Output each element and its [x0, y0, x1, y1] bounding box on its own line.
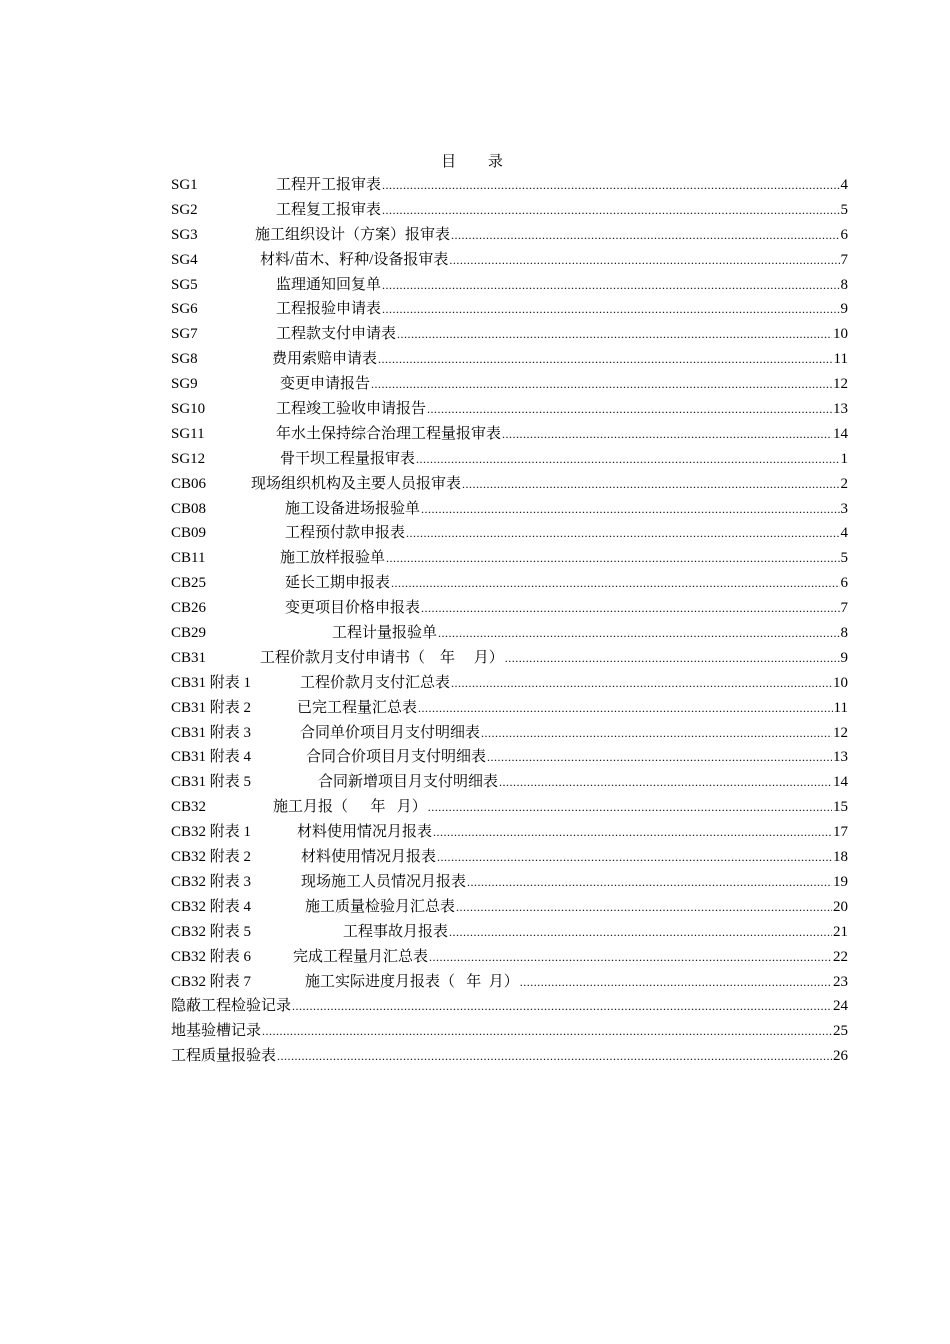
toc-entry[interactable]	[171, 322, 848, 347]
toc-entry-title: 现场组织机构及主要人员报审表	[251, 475, 462, 492]
toc-entry-page: 24	[833, 998, 848, 1015]
toc-entry-page: 10	[833, 326, 848, 343]
toc-entry-code: SG5	[171, 276, 198, 293]
toc-entry-title: 施工实际进度月报表（ 年 月）	[305, 973, 519, 990]
dot-leader	[262, 1019, 832, 1044]
toc-entry-code: CB31 附表 1	[171, 674, 252, 691]
toc-entry-page: 2	[840, 475, 848, 492]
toc-entry-code: CB31 附表 5	[171, 774, 252, 791]
toc-entry[interactable]	[171, 770, 848, 795]
toc-entry[interactable]	[171, 721, 848, 746]
toc-entry-page: 23	[833, 973, 848, 990]
toc-entry-code: CB32 附表 3	[171, 873, 252, 890]
dot-leader	[382, 173, 839, 198]
toc-entry-title: 施工设备进场报验单	[285, 500, 421, 517]
toc-entry-title: 工程预付款申报表	[285, 525, 406, 542]
toc-entry-page: 11	[833, 699, 848, 716]
toc-entry-title: 工程复工报审表	[276, 201, 382, 218]
toc-entry-title: 延长工期申报表	[285, 575, 391, 592]
toc-entry-page: 18	[833, 849, 848, 866]
toc-entry-code: SG6	[171, 301, 198, 318]
toc-entry-page: 14	[833, 425, 848, 442]
toc-entry-title: 年水土保持综合治理工程量报审表	[276, 425, 502, 442]
dot-leader	[520, 970, 832, 995]
toc-entry-code: CB25	[171, 575, 207, 592]
dot-leader	[437, 845, 832, 870]
toc-entry[interactable]	[171, 945, 848, 970]
toc-entry-title: 工程质量报验表	[171, 1048, 277, 1065]
toc-entry-page: 26	[833, 1048, 848, 1065]
dot-leader	[438, 621, 839, 646]
dot-leader	[421, 497, 839, 522]
toc-entry[interactable]	[171, 845, 848, 870]
toc-entry-code: SG8	[171, 351, 198, 368]
dot-leader	[421, 596, 839, 621]
toc-entry[interactable]	[171, 795, 848, 820]
toc-entry-title: 隐蔽工程检验记录	[171, 998, 292, 1015]
toc-entry[interactable]	[171, 696, 848, 721]
toc-entry-code: CB31	[171, 649, 207, 666]
toc-entry[interactable]	[171, 994, 848, 1019]
toc-entry-page: 8	[840, 276, 848, 293]
toc-entry-title: 现场施工人员情况月报表	[301, 873, 467, 890]
dot-leader	[433, 820, 832, 845]
toc-entry-page: 9	[840, 649, 848, 666]
toc-entry-code: SG2	[171, 201, 198, 218]
toc-entry-title: 合同单价项目月支付明细表	[300, 724, 481, 741]
toc-entry-title: 材料使用情况月报表	[301, 849, 437, 866]
dot-leader	[371, 372, 832, 397]
toc-entry-page: 20	[833, 898, 848, 915]
dot-leader	[449, 920, 832, 945]
toc-entry-code: CB11	[171, 550, 206, 567]
toc-entry-page: 19	[833, 873, 848, 890]
dot-leader	[386, 546, 839, 571]
dot-leader	[462, 472, 839, 497]
dot-leader	[382, 273, 839, 298]
toc-entry[interactable]	[171, 248, 848, 273]
toc-entry-page: 9	[840, 301, 848, 318]
toc-entry[interactable]	[171, 521, 848, 546]
table-of-contents	[171, 173, 848, 1069]
toc-entry-title: 施工月报（ 年 月）	[273, 799, 427, 816]
dot-leader	[378, 347, 833, 372]
toc-entry[interactable]	[171, 745, 848, 770]
dot-leader	[487, 745, 832, 770]
toc-entry-page: 4	[840, 525, 848, 542]
toc-entry-code: SG10	[171, 401, 206, 418]
toc-entry-page: 12	[833, 376, 848, 393]
toc-entry-title: 施工组织设计（方案）报审表	[255, 226, 451, 243]
toc-entry[interactable]	[171, 920, 848, 945]
toc-entry-page: 10	[833, 674, 848, 691]
toc-entry-title: 工程事故月报表	[343, 923, 449, 940]
toc-entry[interactable]	[171, 596, 848, 621]
toc-entry-title: 材料使用情况月报表	[297, 824, 433, 841]
toc-entry-title: 完成工程量月汇总表	[293, 948, 429, 965]
toc-entry-code: CB32	[171, 799, 207, 816]
toc-entry-code: CB32 附表 6	[171, 948, 252, 965]
dot-leader	[451, 671, 832, 696]
toc-entry-code: CB29	[171, 625, 207, 642]
toc-heading: 目 录	[441, 154, 517, 170]
toc-entry-title: 地基验槽记录	[171, 1023, 262, 1040]
toc-entry-code: CB31 附表 2	[171, 699, 252, 716]
toc-entry-title: 骨干坝工程量报审表	[280, 450, 416, 467]
toc-entry-code: CB32 附表 4	[171, 898, 252, 915]
toc-entry-page: 4	[840, 177, 848, 193]
toc-entry-page: 12	[833, 724, 848, 741]
toc-entry-page: 21	[833, 923, 848, 940]
toc-entry-title: 监理通知回复单	[276, 276, 382, 293]
toc-entry-title: 施工放样报验单	[280, 550, 386, 567]
dot-leader	[449, 248, 839, 273]
toc-entry-title: 合同新增项目月支付明细表	[318, 774, 499, 791]
toc-entry-page: 7	[840, 600, 848, 617]
toc-entry-code: SG9	[171, 376, 198, 393]
dot-leader	[428, 795, 832, 820]
toc-entry[interactable]	[171, 571, 848, 596]
dot-leader	[277, 1044, 832, 1069]
toc-entry[interactable]	[171, 198, 848, 223]
toc-entry-code: SG7	[171, 326, 198, 343]
toc-entry-page: 6	[840, 226, 848, 243]
dot-leader	[456, 895, 832, 920]
toc-entry[interactable]	[171, 372, 848, 397]
toc-entry-code: CB31 附表 4	[171, 749, 252, 766]
toc-entry-title: 工程开工报审表	[276, 177, 382, 193]
toc-entry[interactable]	[171, 497, 848, 522]
toc-entry-page: 14	[833, 774, 848, 791]
dot-leader	[467, 870, 832, 895]
dot-leader	[391, 571, 839, 596]
toc-entry[interactable]	[171, 671, 848, 696]
dot-leader	[505, 646, 840, 671]
toc-entry[interactable]	[171, 173, 848, 198]
toc-entry[interactable]	[171, 273, 848, 298]
toc-entry[interactable]	[171, 422, 848, 447]
toc-entry-code: SG3	[171, 226, 198, 243]
toc-entry-code: SG11	[171, 425, 205, 442]
toc-entry-title: 材料/苗木、籽种/设备报审表	[260, 251, 449, 268]
toc-entry-code: CB26	[171, 600, 207, 617]
toc-entry-page: 13	[833, 749, 848, 766]
toc-entry-page: 3	[840, 500, 848, 517]
dot-leader	[451, 223, 839, 248]
dot-leader	[382, 198, 839, 223]
toc-entry-code: CB06	[171, 475, 207, 492]
toc-entry-code: SG12	[171, 450, 206, 467]
toc-entry[interactable]	[171, 472, 848, 497]
toc-entry-title: 工程款支付申请表	[276, 326, 397, 343]
toc-entry[interactable]	[171, 297, 848, 322]
toc-entry-title: 合同合价项目月支付明细表	[306, 749, 487, 766]
toc-entry[interactable]	[171, 870, 848, 895]
toc-entry-page: 6	[840, 575, 848, 592]
toc-entry-code: CB32 附表 7	[171, 973, 252, 990]
toc-entry[interactable]	[171, 970, 848, 995]
dot-leader	[418, 696, 833, 721]
toc-entry[interactable]	[171, 621, 848, 646]
dot-leader	[416, 447, 839, 472]
toc-entry-page: 13	[833, 401, 848, 418]
toc-entry-title: 施工质量检验月汇总表	[305, 898, 456, 915]
toc-entry-title: 变更项目价格申报表	[285, 600, 421, 617]
toc-entry-page: 8	[840, 625, 848, 642]
toc-entry-page: 15	[833, 799, 848, 816]
toc-entry-code: SG4	[171, 251, 198, 268]
dot-leader	[427, 397, 832, 422]
toc-entry[interactable]	[171, 447, 848, 472]
toc-entry-title: 工程价款月支付汇总表	[300, 674, 451, 691]
toc-entry[interactable]	[171, 820, 848, 845]
toc-entry-page: 11	[833, 351, 848, 368]
toc-entry-title: 变更申请报告	[280, 376, 371, 393]
toc-entry[interactable]	[171, 223, 848, 248]
dot-leader	[499, 770, 832, 795]
dot-leader	[397, 322, 832, 347]
toc-entry-title: 工程报验申请表	[276, 301, 382, 318]
toc-entry[interactable]	[171, 646, 848, 671]
toc-entry[interactable]	[171, 1044, 848, 1069]
toc-entry-title: 已完工程量汇总表	[297, 699, 418, 716]
toc-entry-code: CB32 附表 5	[171, 923, 252, 940]
dot-leader	[481, 721, 832, 746]
toc-entry-page: 17	[833, 824, 848, 841]
toc-entry-title: 工程计量报验单	[332, 625, 438, 642]
toc-entry-page: 5	[840, 550, 848, 567]
toc-entry[interactable]	[171, 347, 848, 372]
toc-entry-code: CB09	[171, 525, 207, 542]
toc-entry[interactable]	[171, 1019, 848, 1044]
toc-entry-code: CB32 附表 1	[171, 824, 252, 841]
toc-entry-code: CB08	[171, 500, 207, 517]
toc-entry-title: 工程竣工验收申请报告	[276, 401, 427, 418]
dot-leader	[382, 297, 839, 322]
toc-entry-page: 22	[833, 948, 848, 965]
dot-leader	[502, 422, 832, 447]
toc-entry[interactable]	[171, 546, 848, 571]
toc-entry-code: SG1	[171, 177, 198, 193]
toc-entry-title: 费用索赔申请表	[272, 351, 378, 368]
toc-entry-code: CB31 附表 3	[171, 724, 252, 741]
toc-entry[interactable]	[171, 397, 848, 422]
toc-entry-page: 1	[840, 450, 848, 467]
toc-entry-page: 25	[833, 1023, 848, 1040]
dot-leader	[406, 521, 839, 546]
dot-leader	[429, 945, 832, 970]
dot-leader	[292, 994, 832, 1019]
toc-entry[interactable]	[171, 895, 848, 920]
toc-entry-title: 工程价款月支付申请书（ 年 月）	[260, 649, 504, 666]
toc-entry-page: 7	[840, 251, 848, 268]
toc-entry-code: CB32 附表 2	[171, 849, 252, 866]
toc-entry-page: 5	[840, 201, 848, 218]
